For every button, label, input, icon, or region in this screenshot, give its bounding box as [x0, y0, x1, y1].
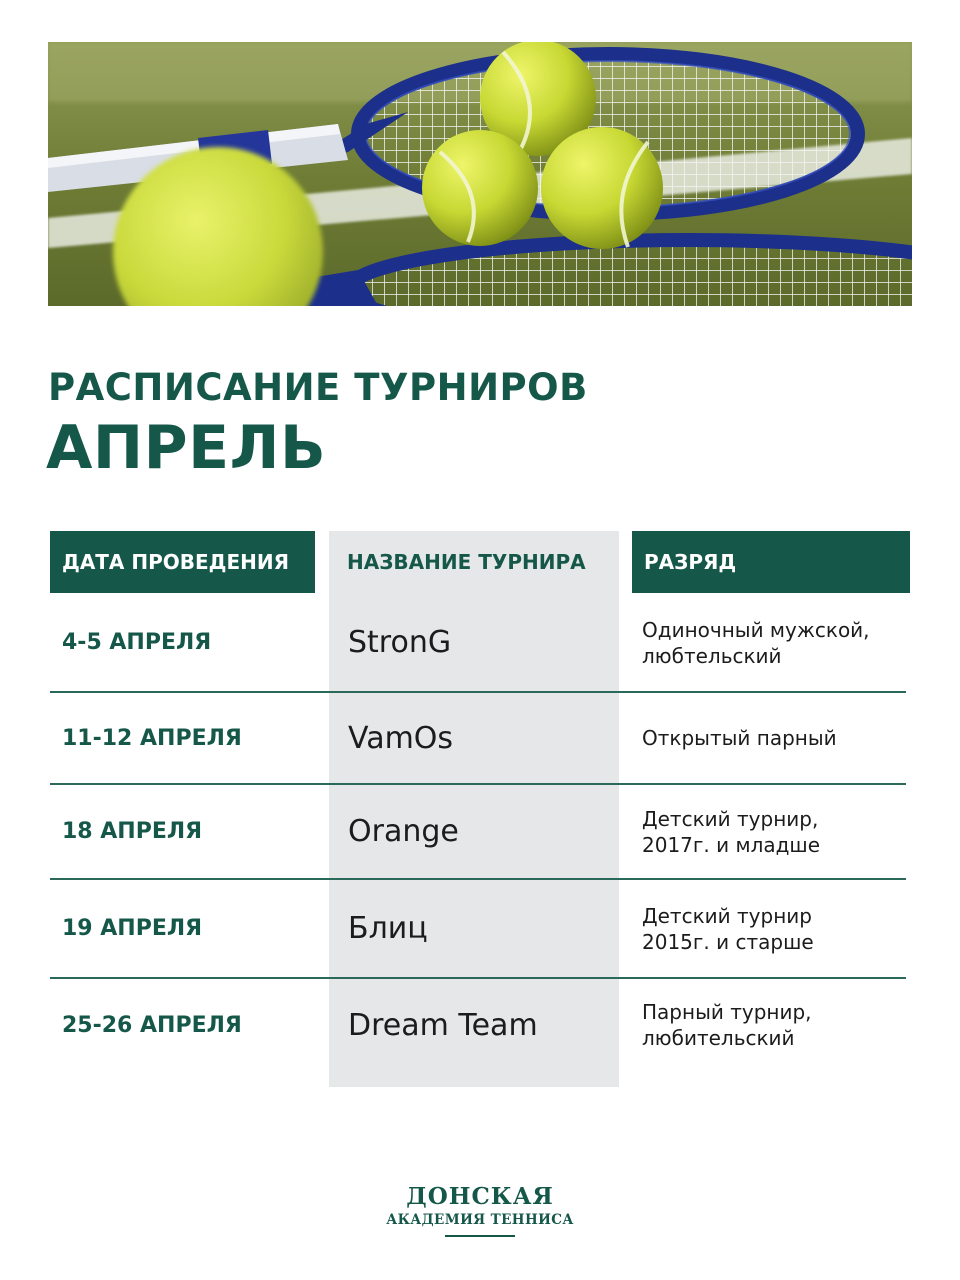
row-tournament-name: VamOs: [348, 720, 454, 756]
header-tournament-name: НАЗВАНИЕ ТУРНИРА: [347, 550, 586, 574]
row-category: [632, 979, 906, 1071]
table-row: [50, 693, 906, 783]
tennis-rackets-balls-illustration: [48, 42, 912, 306]
table-row: [50, 593, 906, 692]
table-row: [50, 979, 906, 1071]
row-tournament-name: Orange: [348, 814, 459, 849]
row-category-line: Открытый парный: [642, 726, 837, 750]
row-date: 19 АПРЕЛЯ: [62, 916, 203, 941]
logo-underline: [445, 1235, 515, 1237]
academy-logo: [380, 1183, 580, 1237]
row-category: [632, 693, 906, 783]
table-row: [50, 785, 906, 878]
row-category: [632, 785, 906, 878]
row-category-line: Детский турнир,: [642, 806, 819, 831]
row-category-line: 2015г. и старше: [642, 929, 814, 954]
row-date: 18 АПРЕЛЯ: [62, 819, 203, 844]
row-category-line: Одиночный мужской,: [642, 617, 870, 642]
schedule-title: РАСПИСАНИЕ ТУРНИРОВ: [48, 366, 588, 409]
logo-line-1: ДОНСКАЯ: [406, 1183, 554, 1210]
table-row: [50, 880, 906, 977]
row-category-line: Парный турнир,: [642, 1000, 812, 1024]
row-date: 25-26 АПРЕЛЯ: [62, 1012, 242, 1038]
row-tournament-name: StronG: [348, 625, 452, 660]
row-category-line: Детский турнир: [642, 903, 812, 928]
row-category-line: любтельский: [642, 643, 782, 668]
row-date: 11-12 АПРЕЛЯ: [62, 725, 242, 751]
row-category-line: 2017г. и младше: [642, 832, 821, 857]
header-category: РАЗРЯД: [632, 531, 910, 593]
logo-line-2: АКАДЕМИЯ ТЕННИСА: [386, 1212, 574, 1228]
row-category-line: любительский: [642, 1026, 795, 1050]
hero-image: [48, 42, 912, 306]
header-date: ДАТА ПРОВЕДЕНИЯ: [50, 531, 315, 593]
row-tournament-name: Dream Team: [348, 1007, 538, 1043]
row-tournament-name: Блиц: [348, 911, 428, 946]
row-date: 4-5 АПРЕЛЯ: [62, 630, 212, 655]
month-title: АПРЕЛЬ: [46, 413, 327, 483]
row-category: [632, 593, 906, 692]
row-category: [632, 880, 906, 977]
